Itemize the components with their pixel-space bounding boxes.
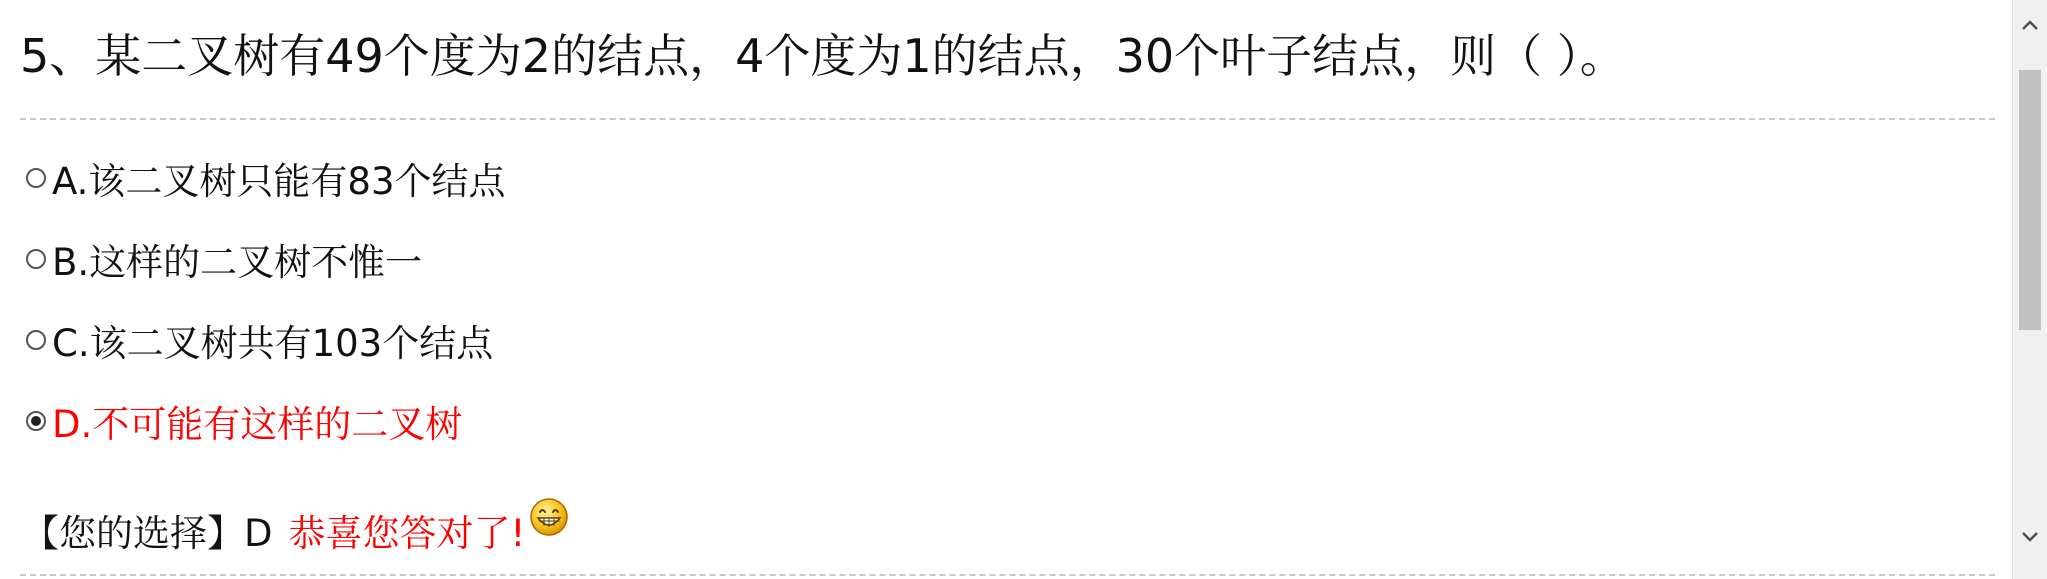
divider-bottom (20, 574, 1995, 576)
option-a-label: A.该二叉树只能有83个结点 (52, 160, 506, 203)
divider (20, 118, 1995, 120)
radio-b[interactable] (26, 249, 46, 269)
result-line (22, 500, 569, 560)
vertical-scrollbar[interactable] (2012, 0, 2047, 579)
radio-a[interactable] (26, 168, 46, 188)
option-a[interactable] (26, 152, 506, 204)
radio-c[interactable] (26, 330, 46, 350)
option-b-label: B.这样的二叉树不惟一 (52, 241, 423, 284)
result-message: 恭喜您答对了! (288, 512, 526, 555)
chevron-up-icon[interactable] (2013, 8, 2047, 42)
option-d[interactable] (26, 395, 462, 447)
option-d-label: D.不可能有这样的二叉树 (52, 403, 463, 446)
radio-d[interactable] (26, 411, 46, 431)
option-c-label: C.该二叉树共有103个结点 (52, 322, 494, 365)
chevron-down-icon[interactable] (2013, 520, 2047, 554)
grinning-face-icon (529, 497, 569, 537)
question-text: 5、某二叉树有49个度为2的结点，4个度为1的结点，30个叶子结点，则（ ）。 (20, 29, 1626, 83)
option-b[interactable] (26, 233, 422, 285)
option-c[interactable] (26, 314, 493, 366)
scrollbar-thumb[interactable] (2019, 70, 2041, 330)
your-choice: 【您的选择】D (22, 512, 273, 555)
